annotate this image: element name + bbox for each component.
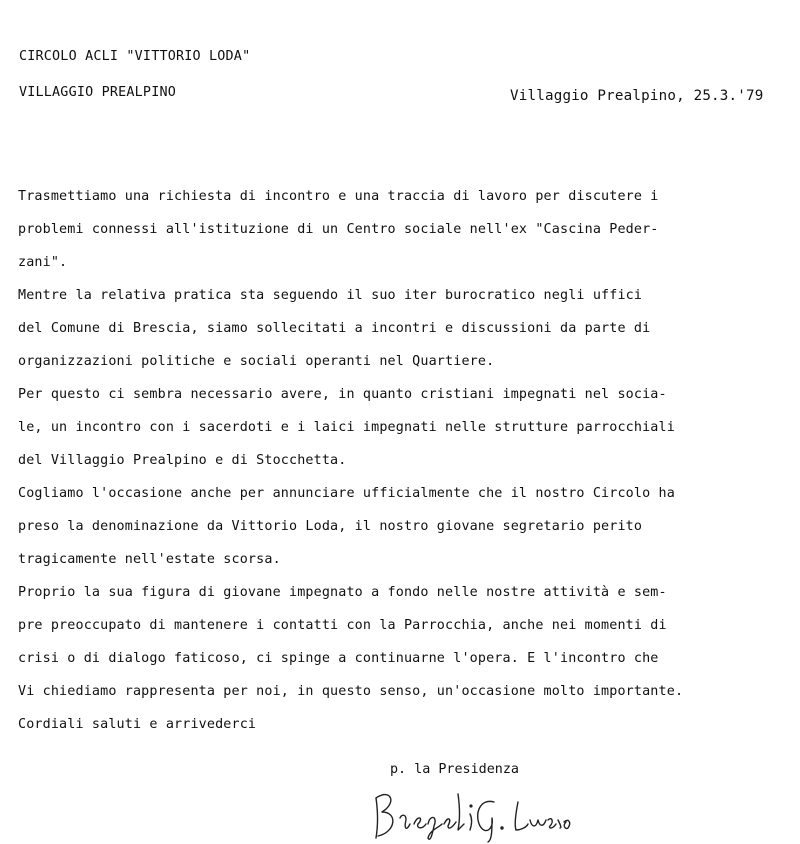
body-line: Mentre la relativa pratica sta seguendo il suo iter burocratico negli uffici	[18, 288, 643, 303]
body-line: preso la denominazione da Vittorio Loda, il nostro giovane segretario perito	[18, 519, 643, 534]
body-line: le, un incontro con i sacerdoti e i laici impegnati nelle strutture parrocchiali	[18, 420, 675, 435]
body-line: del Villaggio Prealpino e di Stocchetta.	[18, 453, 347, 468]
place-and-date: Villaggio Prealpino, 25.3.'79	[510, 88, 764, 104]
body-line: Cogliamo l'occasione anche per annunciare ufficialmente che il nostro Circolo ha	[18, 486, 675, 501]
body-line: organizzazioni politiche e sociali operanti nel Quartiere.	[18, 354, 495, 369]
organization-location: VILLAGGIO PREALPINO	[19, 85, 176, 100]
closing-presidency: p. la Presidenza	[390, 762, 519, 777]
body-line: tragicamente nell'estate scorsa.	[18, 552, 281, 567]
body-line: del Comune di Brescia, siamo sollecitati a incontri e discussioni da parte di	[18, 321, 651, 336]
body-line: crisi o di dialogo faticoso, ci spinge a continuarne l'opera. E l'incontro che	[18, 651, 659, 666]
body-line: Per questo ci sembra necessario avere, in quanto cristiani impegnati nel socia-	[18, 387, 667, 402]
body-line: pre preoccupato di mantenere i contatti con la Parrocchia, anche nei momenti di	[18, 618, 667, 633]
body-line: Vi chiediamo rappresenta per noi, in questo senso, un'occasione molto importante.	[18, 684, 684, 699]
body-line: Trasmettiamo una richiesta di incontro e una traccia di lavoro per discutere i	[18, 189, 659, 204]
letter-body	[18, 186, 788, 747]
body-line: problemi connessi all'istituzione di un Centro sociale nell'ex "Cascina Peder-	[18, 222, 659, 237]
handwritten-signature	[368, 784, 578, 844]
organization-name: CIRCOLO ACLI "VITTORIO LODA"	[19, 49, 251, 64]
body-line: Proprio la sua figura di giovane impegnato a fondo nelle nostre attività e sem-	[18, 585, 667, 600]
body-line: Cordiali saluti e arrivederci	[18, 717, 257, 732]
body-line: zani".	[18, 255, 68, 270]
